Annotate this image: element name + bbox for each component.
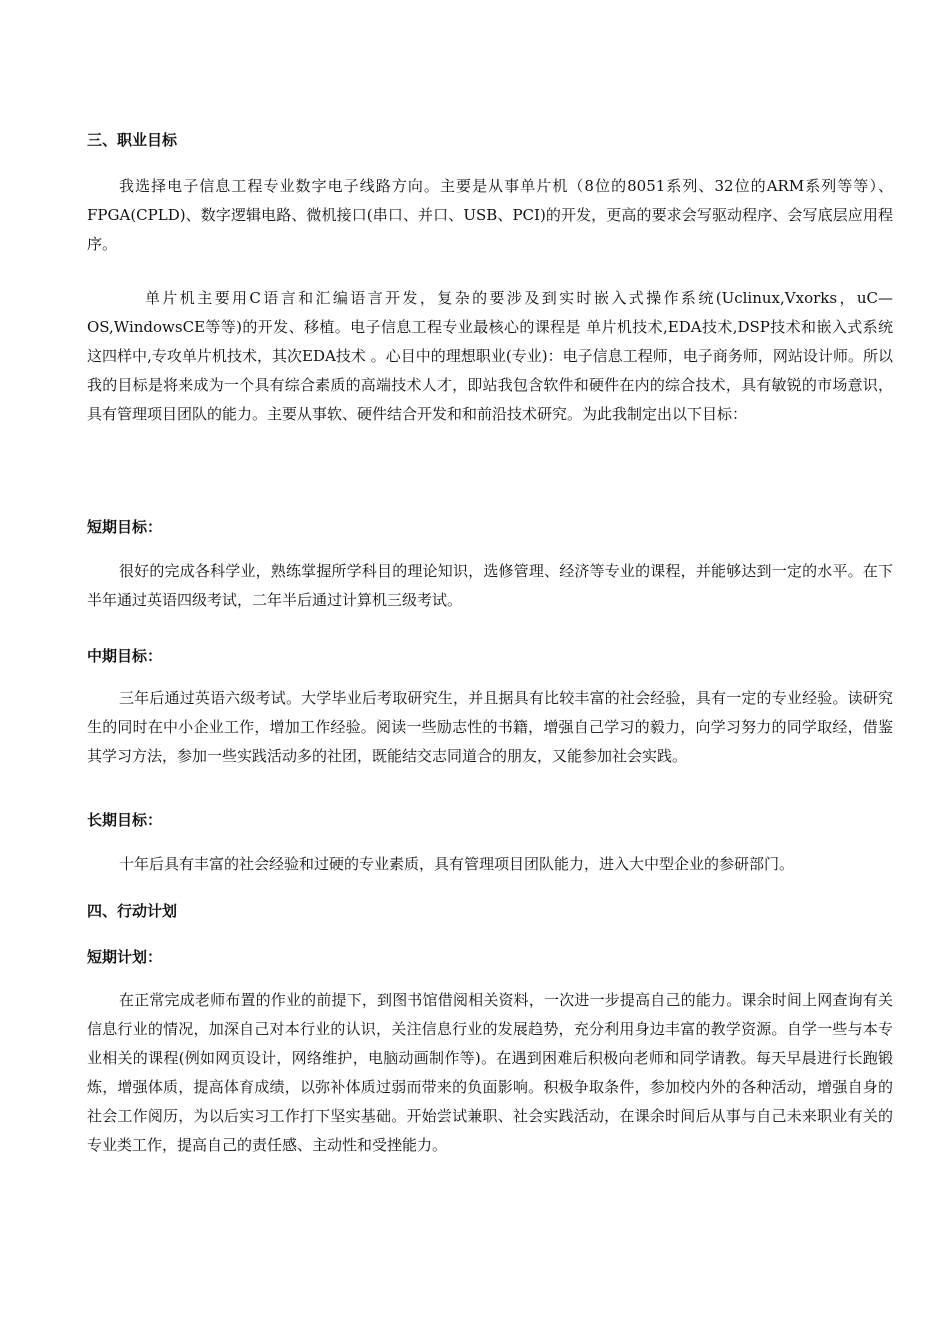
short-term-plan-paragraph: 在正常完成老师布置的作业的前提下，到图书馆借阅相关资料，一次进一步提高自己的能力。课余时间上网查询有关信息行业的情况，加深自己对本行业的认识，关注信息行业的发展趋势，充分利用身边丰富的教学资源。自学一些与本专业相关的课程(例如网页设计，网络维护，电脑动画制作等)。在遇到困难后积极向老师和同学请教。每天早晨进行长跑锻炼，增强体质，提高体育成绩，以弥补体质过弱而带来的负面影响。积极争取条件，参加校内外的各种活动，增强自身的社会工作阅历，为以后实习工作打下坚实基础。开始尝试兼职、社会实践活动，在课余时间后从事与自己未来职业有关的专业类工作，提高自己的责任感、主动性和受挫能力。: [87, 991, 893, 1154]
long-term-goal-paragraph: 十年后具有丰富的社会经验和过硬的专业素质，具有管理项目团队能力，进入大中型企业的参研部门。: [119, 855, 795, 873]
long-term-goal-heading: 长期目标：: [87, 811, 163, 829]
short-term-plan-heading: 短期计划：: [87, 948, 163, 966]
career-goal-heading: 三、职业目标: [87, 131, 178, 149]
mid-term-goal-paragraph: 三年后通过英语六级考试。大学毕业后考取研究生，并且据具有比较丰富的社会经验，具有一定的专业经验。读研究生的同时在中小企业工作，增加工作经验。阅读一些励志性的书籍，增强自己学习的毅力，向学习努力的同学取经，借鉴其学习方法，参加一些实践活动多的社团，既能结交志同道合的朋友，又能参加社会实践。: [87, 689, 893, 765]
action-plan-heading: 四、行动计划: [87, 902, 178, 920]
career-goal-paragraph-2: 单片机主要用C语言和汇编语言开发，复杂的要涉及到实时嵌入式操作系统(Uclinux,Vxorks，uC—OS,WindowsCE等等)的开发、移植。电子信息工程专业最核心的课程是 单片机技术,EDA技术,DSP技术和嵌入式系统 这四样中,专攻单片机技术，其次EDA技术 。心目中的理想职业(专业)：电子信息工程师，电子商务师，网站设计师。所以我的目标是将来成为一个具有综合素质的高端技术人才，即站我包含软件和硬件在内的综合技术，具有敏锐的市场意识，具有管理项目团队的能力。主要从事软、硬件结合开发和和前沿技术研究。为此我制定出以下目标：: [87, 289, 893, 423]
mid-term-goal-heading: 中期目标：: [87, 647, 163, 665]
short-term-goal-heading: 短期目标：: [87, 518, 163, 536]
short-term-goal-paragraph: 很好的完成各科学业，熟练掌握所学科目的理论知识，选修管理、经济等专业的课程，并能够达到一定的水平。在下半年通过英语四级考试，二年半后通过计算机三级考试。: [87, 562, 893, 609]
career-goal-paragraph-1: 我选择电子信息工程专业数字电子线路方向。主要是从事单片机（8位的8051系列、32位的ARM系列等等）、FPGA(CPLD)、数字逻辑电路、微机接口(串口、并口、USB、PCI)的开发，更高的要求会写驱动程序、会写底层应用程序。: [87, 177, 893, 253]
